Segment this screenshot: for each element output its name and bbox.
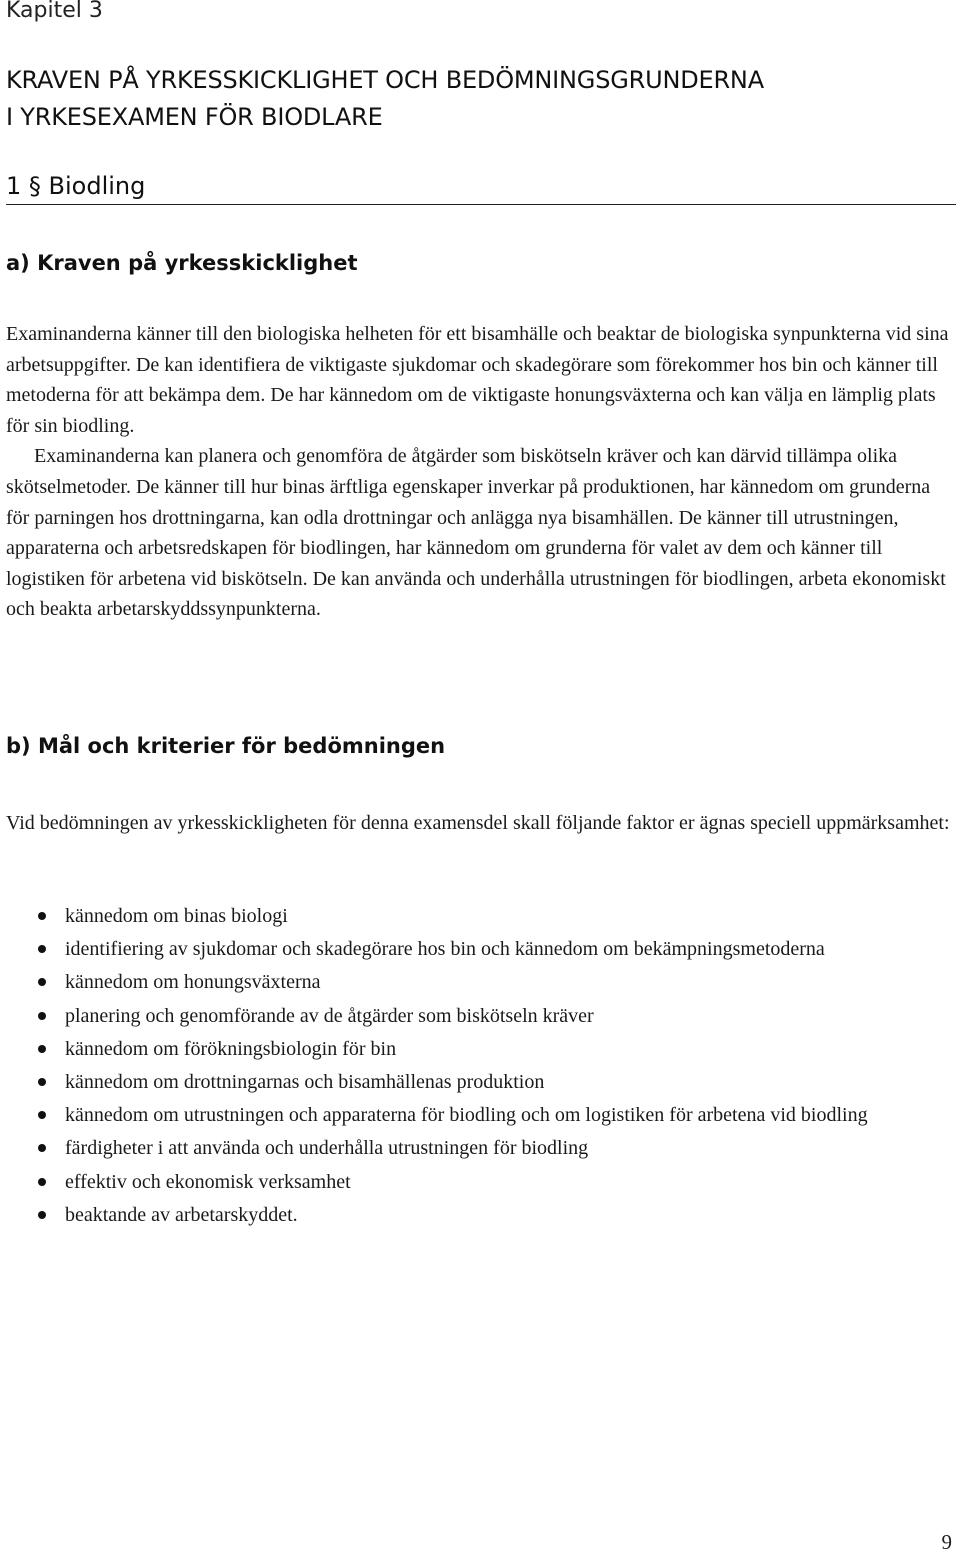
list-item [0, 1167, 950, 1198]
bullet-icon [38, 1144, 46, 1152]
bullet-icon [38, 1111, 46, 1119]
bullet-icon [38, 945, 46, 953]
document-title-line-1: KRAVEN PÅ YRKESSKICKLIGHET OCH BEDÖMNINGSGRUNDERNA [6, 66, 764, 94]
page-number: 9 [941, 1530, 952, 1554]
document-title [6, 62, 764, 136]
list-item-text: kännedom om utrustningen och apparaterna för biodling och om logistiken för arbetena vid biodling [65, 1104, 868, 1127]
bullet-icon [38, 1045, 46, 1053]
list-item-text: effektiv och ekonomisk verksamhet [65, 1170, 351, 1193]
list-item-text: planering och genomförande av de åtgärder som biskötseln kräver [65, 1004, 594, 1027]
list-item-text: färdigheter i att använda och underhålla utrustningen för biodling [65, 1137, 589, 1160]
bullet-icon [38, 1012, 46, 1020]
bullet-icon [38, 978, 46, 986]
list-item [0, 1001, 950, 1032]
list-item-text: kännedom om honungsväxterna [65, 971, 321, 994]
list-item [0, 1034, 950, 1065]
list-item [0, 934, 950, 965]
requirements-paragraph-1: Examinanderna känner till den biologiska helheten för ett bisamhälle och beaktar de biologiska synpunkterna vid sina arbetsuppgifter. De kan identifiera de viktigaste sjukdomar och skadegörare som förekommer hos bin och känner till metoderna för att bekämpa dem. De har kännedom om de viktigaste honungsväxterna och kan välja en lämplig plats för sin biodling. [6, 323, 949, 437]
list-item-text: kännedom om förökningsbiologin för bin [65, 1037, 397, 1060]
bullet-icon [38, 1178, 46, 1186]
bullet-icon [38, 1078, 46, 1086]
list-item-text: beaktande av arbetarskyddet. [65, 1203, 298, 1226]
list-item [0, 1133, 950, 1164]
subheading-requirements: a) Kraven på yrkesskicklighet [6, 251, 358, 275]
bullet-icon [38, 912, 46, 920]
section-heading: 1 § Biodling [6, 168, 956, 205]
bullet-icon [38, 1211, 46, 1219]
chapter-label: Kapitel 3 [6, 0, 103, 23]
list-item [0, 967, 950, 998]
list-item-text: identifiering av sjukdomar och skadegörare hos bin och kännedom om bekämpningsmetoderna [65, 938, 825, 961]
list-item [0, 1200, 950, 1231]
document-title-line-2: I YRKESEXAMEN FÖR BIODLARE [6, 103, 383, 131]
requirements-text [6, 319, 951, 625]
list-item [0, 1100, 950, 1131]
requirements-paragraph-2: Examinanderna kan planera och genomföra de åtgärder som biskötseln kräver och kan därvid tillämpa olika skötselmetoder. De känner till hur binas ärftliga egenskaper inverkar på produktionen, har kännedom om grunderna för parningen hos drottningarna, kan odla drottningar och anlägga nya bisamhällen. De känner till utrustningen, apparaterna och arbetsredskapen för biodlingen, har kännedom om grunderna för valet av dem och känner till logistiken för arbetena vid biskötseln. De kan använda och underhålla utrustningen för biodlingen, arbeta ekonomiskt och beakta arbetarskyddssynpunkterna. [6, 445, 946, 621]
subheading-assessment: b) Mål och kriterier för bedömningen [6, 734, 446, 758]
list-item [0, 901, 950, 932]
list-item-text: kännedom om binas biologi [65, 905, 288, 927]
list-item [0, 1067, 950, 1098]
assessment-criteria-list [0, 901, 950, 1233]
assessment-intro: Vid bedömningen av yrkesskickligheten för denna examensdel skall följande faktor er ägnas speciell uppmärksamhet: [6, 812, 950, 834]
list-item-text: kännedom om drottningarnas och bisamhällenas produktion [65, 1070, 545, 1093]
